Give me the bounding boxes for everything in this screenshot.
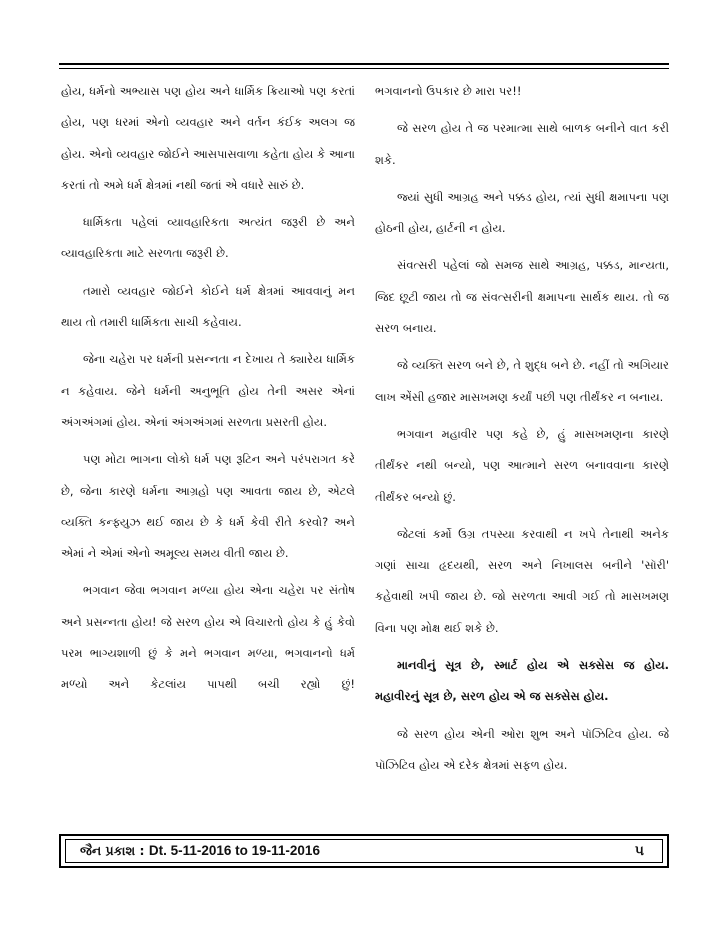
page-number: ૫ [634, 843, 644, 859]
paragraph: ભગવાન મહાવીર પણ કહે છે, હું માસખમણના કારણે તીર્થંકર નથી બન્યો, પણ આત્માને સરળ બનાવવાના કારણે તીર્થંકર બન્યો છું. [375, 426, 669, 504]
left-column [61, 76, 355, 707]
paragraph: જેના ચહેરા પર ધર્મની પ્રસન્નતા ન દેખાય તે ક્યારેય ધાર્મિક ન કહેવાય. જેને ધર્મની અનુભૂતિ હોય તેની અસર એનાં અંગઅંગમાં હોય. એનાં અંગઅંગમાં સરળતા પ્રસરતી હોય. [61, 352, 355, 429]
paragraph: ધાર્મિકતા પહેલાં વ્યાવહારિકતા અત્યંત જરૂરી છે અને વ્યાવહારિકતા માટે સરળતા જરૂરી છે. [61, 215, 355, 261]
paragraph: ભગવાનનો ઉપકાર છે મારા પર!! [375, 84, 522, 98]
paragraph: જેટલાં કર્મો ઉગ્ર તપસ્યા કરવાથી ન ખપે તેનાથી અનેક ગણાં સાચા હૃદયથી, સરળ અને નિખાલસ બનીને 'સૉરી' કહેવાથી ખપી જાય છે. જો સરળતા આવી ગઈ તો માસખમણ વિના પણ મોક્ષ થઈ શકે છે. [375, 526, 669, 635]
paragraph: જે વ્યક્તિ સરળ બને છે, તે શુદ્ધ બને છે. નહીં તો અગિયાર લાખ એંસી હજાર માસખમણ કર્યાં પછી પણ તીર્થંકર ન બનાય. [375, 358, 669, 404]
paragraph: જ્યાં સુધી આગ્રહ અને પક્કડ હોય, ત્યાં સુધી ક્ષમાપના પણ હોઠની હોય, હાર્ટની ન હોય. [375, 189, 669, 236]
header-rule-thick [59, 63, 669, 65]
paragraph: જે સરળ હોય એની ઓરા શુભ અને પૉઝિટિવ હોય. જે પૉઝિટિવ હોય એ દરેક ક્ષેત્રમાં સફળ હોય. [375, 726, 669, 772]
paragraph: ભગવાન જેવા ભગવાન મળ્યા હોય એના ચહેરા પર સંતોષ અને પ્રસન્નતા હોય! જે સરળ હોય એ વિચારતો હોય કે હું કેવો પરમ ભાગ્યશાળી છું કે મને ભગવાન મળ્યા, ભગવાનનો ધર્મ મળ્યો અને કેટલાંય પાપથી બચી રહ્યો છું! [61, 583, 355, 692]
paragraph: હોય, ધર્મનો અભ્યાસ પણ હોય અને ધાર્મિક ક્રિયાઓ પણ કરતાં હોય, પણ ધરમાં એનો વ્યવહાર અને વર્તન કંઈક અલગ જ હોય. એનો વ્યવહાર જોઈને આસપાસવાળા કહેતા હોય કે આના કરતાં તો અમે ધર્મ ક્ષેત્રમાં નથી જતાં એ વધારે સારું છે. [61, 84, 355, 192]
paragraph: સંવત્સરી પહેલાં જો સમજ સાથે આગ્રહ, પક્કડ, માન્યતા, જિદ છૂટી જાય તો જ સંવત્સરીની ક્ષમાપના સાર્થક થાય. તો જ સરળ બનાય. [375, 258, 669, 336]
right-column [375, 76, 669, 787]
paragraph: તમારો વ્યવહાર જોઈને કોઈને ધર્મ ક્ષેત્રમાં આવવાનું મન થાય તો તમારી ધાર્મિકતા સાચી કહેવાય. [61, 283, 355, 330]
issue-date: Dt. 5-11-2016 to 19-11-2016 [148, 843, 320, 858]
footer-inner-frame [65, 839, 663, 863]
publication-name: જૈન પ્રકાશ : [80, 843, 145, 858]
header-rule-thin [59, 68, 669, 69]
paragraph-emphasis: માનવીનું સૂત્ર છે, સ્માર્ટ હોય એ સક્સેસ જ હોય. મહાવીરનું સૂત્ર છે, સરળ હોય એ જ સક્સેસ હોય. [375, 658, 669, 704]
footer [59, 834, 669, 868]
footer-publication-info [80, 843, 320, 859]
paragraph: પણ મોટા ભાગના લોકો ધર્મ પણ રૂટિન અને પરંપરાગત કરે છે, જેના કારણે ધર્મના આગ્રહો પણ આવતા જાય છે, એટલે વ્યક્તિ કન્ફ્યુઝ થઈ જાય છે કે ધર્મ કેવી રીતે કરવો? અને એમાં ને એમાં એનો અમૂલ્ય સમય વીતી જાય છે. [61, 452, 355, 561]
paragraph: જે સરળ હોય તે જ પરમાત્મા સાથે બાળક બનીને વાત કરી શકે. [375, 121, 669, 167]
